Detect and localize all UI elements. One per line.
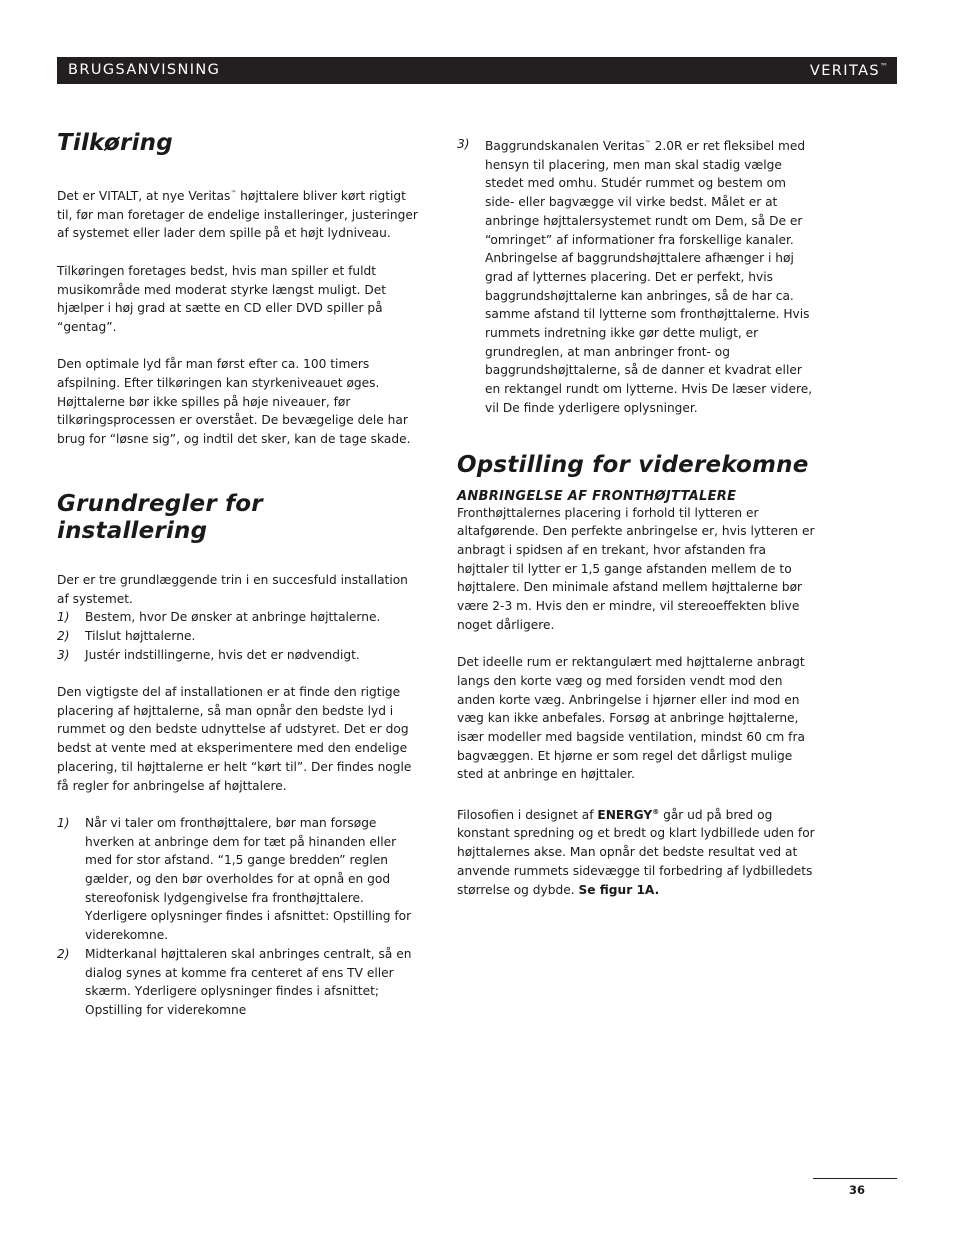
list-item bbox=[57, 608, 419, 627]
list-item bbox=[57, 627, 419, 646]
left-column bbox=[57, 130, 419, 1020]
page-header-bar bbox=[57, 57, 897, 84]
list-text: Midterkanal højttaleren skal anbringes centralt, så en dialog synes at komme fra centeret af ens TV eller skærm. Yderligere oplysninger findes i afsnittet; Opstilling for viderekomne bbox=[85, 946, 412, 1017]
header-brand bbox=[810, 62, 888, 79]
tilkoring-paragraph-3: Den optimale lyd får man først efter ca. 100 timers afspilning. Efter tilkøringen kan styrkeniveauet øges. Højttalerne bør ikke spilles på høje niveauer, før tilkøringsprocessen er overstået. De bevægelige dele har brug for “løsne sig”, og indtil det sker, kan de tage skade. bbox=[57, 357, 411, 447]
tilkoring-paragraph-1 bbox=[57, 185, 419, 243]
tilkoring-p1-end: højttalere bliver kørt rigtigt til, før man foretager de endelige installeringer, justeringer af systemet eller lader dem spille på et højt lydniveau. bbox=[57, 189, 418, 241]
trademark-mark: ™ bbox=[230, 190, 237, 197]
brand-name: ENERGY bbox=[597, 807, 653, 822]
list-number: 2) bbox=[57, 946, 70, 961]
list-text: Bestem, hvor De ønsker at anbringe højttalerne. bbox=[85, 610, 381, 625]
header-manual-label: BRUGSANVISNING bbox=[68, 62, 221, 78]
tilkoring-paragraph-2: Tilkøringen foretages bedst, hvis man spiller et fuldt musikområde med moderat styrke længst muligt. Det hjælper i høj grad at sætte en CD eller DVD spiller på “gentag”. bbox=[57, 263, 387, 334]
header-trademark: ™ bbox=[880, 62, 888, 71]
section-title-opstilling: Opstilling for viderekomne bbox=[457, 451, 809, 478]
list-number: 1) bbox=[57, 815, 70, 830]
grundregler-paragraph-2: Den vigtigste del af installationen er at finde den rigtige placering af højttalerne, så man opnår den bedste lyd i rummet og den bedste udnyttelse af udstyret. Det er dog bedst at vente med at eksperimentere med den endelige placering, til højttalerne er helt “kørt til”. Der findes nogle få regler for anbringelse af højttalere. bbox=[57, 685, 412, 793]
header-brand-name: VERITAS bbox=[809, 63, 880, 79]
grundregler-title-line-1: Grundregler for bbox=[57, 490, 263, 517]
footer-rule bbox=[813, 1178, 897, 1179]
page-number: 36 bbox=[849, 1183, 866, 1197]
rule3-start: Baggrundskanalen Veritas bbox=[485, 139, 645, 153]
steps-list bbox=[57, 608, 419, 664]
list-item bbox=[457, 135, 819, 418]
opstilling-paragraph-3 bbox=[457, 803, 819, 900]
tilkoring-p1-start: Det er VITALT, at nye Veritas bbox=[57, 189, 231, 203]
grundregler-intro: Der er tre grundlæggende trin i en succesfuld installation af systemet. bbox=[57, 572, 408, 606]
subsection-title-fronthojttalere: ANBRINGELSE AF FRONTHØJTTALERE bbox=[457, 488, 737, 504]
list-number: 1) bbox=[57, 610, 70, 625]
section-title-grundregler bbox=[57, 491, 419, 545]
list-text: Når vi taler om fronthøjttalere, bør man forsøge hverken at anbringe dem for tæt på hinanden eller med for stor afstand. “1,5 gange bredden” reglen gælder, og den bør overholdes for at opnå en god stereofonisk lydgengivelse fra fronthøjttalere. Yderligere oplysninger findes i afsnittet: Opstilling for viderekomne. bbox=[85, 815, 412, 943]
opstilling-paragraph-2: Det ideelle rum er rektangulært med højttalerne anbragt langs den korte væg og med forsiden vendt mod den anden korte væg. Anbringelse i hjørner eller ind mod en væg kan ikke anbefales. Forsøg at anbringe højttalerne, især modeller med bagside ventilation, mindst 60 cm fra bagvæggen. Et hjørne er som regel det dårligst mulige sted at anbringe en højttaler. bbox=[457, 655, 805, 782]
list-item bbox=[57, 814, 419, 945]
rules-list bbox=[57, 814, 419, 1020]
list-number: 3) bbox=[457, 137, 470, 151]
rules-list-continued bbox=[457, 135, 819, 418]
trademark-mark: ™ bbox=[644, 140, 651, 147]
rule3-end: 2.0R er ret fleksibel med hensyn til placering, men man skal stadig vælge stedet med omhu. Studér rummet og bestem om side- eller bagvægge vil virke bedst. Målet er at anbringe højttalersystemet rundt om Dem, så De er “omringet” af informationer fra forskellige kanaler. Anbringelse af baggrundshøjttalere afhænger i høj grad af lytternes placering. Det er perfekt, hvis baggrundshøjttalerne kan anbringes, så de har ca. samme afstand til lytterne som fronthøjttalerne. Hvis rummets indretning ikke gør dette muligt, er grundreglen, at man anbringer front- og baggrundshøjttalerne, så de danner et kvadrat eller en rektangel rundt om lytterne. Hvis De læser videre, vil De finde yderligere oplysninger. bbox=[485, 139, 813, 415]
list-item bbox=[57, 646, 419, 665]
section-title-tilkoring: Tilkøring bbox=[57, 130, 173, 156]
list-number: 3) bbox=[57, 647, 70, 662]
registered-mark: ® bbox=[652, 807, 660, 816]
list-text: Tilslut højttalerne. bbox=[85, 628, 196, 643]
grundregler-title-line-2: installering bbox=[57, 517, 208, 544]
opstilling-p3-start: Filosofien i designet af bbox=[457, 807, 598, 822]
list-number: 2) bbox=[57, 628, 70, 643]
list-text: Justér indstillingerne, hvis det er nødvendigt. bbox=[85, 647, 360, 662]
opstilling-p3-end: går ud på bred og konstant spredning og et bredt og klart lydbillede uden for højttalernes akse. Man opnår det bedste resultat ved at anvende rummets sidevægge til forbedring af lydbilledets størrelse og dybde. bbox=[457, 807, 815, 897]
list-item bbox=[57, 945, 419, 1020]
opstilling-paragraph-1: Fronthøjttalernes placering i forhold til lytteren er altafgørende. Den perfekte anbringelse er, hvis lytteren er anbragt i spidsen af en trekant, hvor afstanden fra højttaler til lytter er 1,5 gange afstanden mellem de to højttalere. Den minimale afstand mellem højttalerne bør være 2-3 m. Hvis den er mindre, vil stereoeffekten blive noget dårligere. bbox=[457, 505, 815, 632]
figure-reference: Se figur 1A. bbox=[578, 882, 660, 897]
right-column bbox=[457, 135, 819, 899]
